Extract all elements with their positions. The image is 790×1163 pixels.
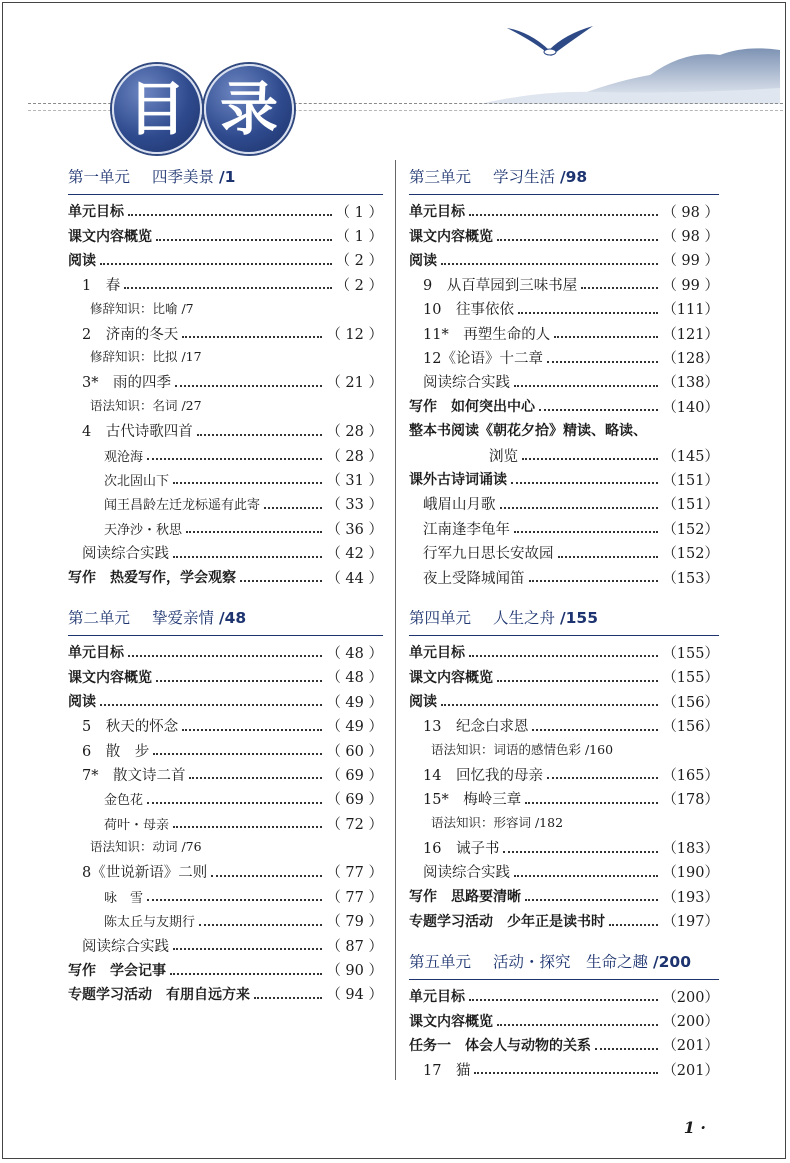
- toc-entry-page: （197）: [662, 914, 719, 931]
- leader-dots: [539, 409, 658, 411]
- unit-page: /1: [218, 168, 236, 186]
- toc-entry[interactable]: [409, 297, 719, 321]
- toc-entry-page: （178）: [662, 792, 719, 809]
- toc-entry-label: 10 往事依依: [423, 302, 514, 319]
- leader-dots: [147, 899, 322, 901]
- seagull-icon: [505, 22, 595, 62]
- toc-entry[interactable]: [68, 787, 383, 811]
- leader-dots: [156, 680, 322, 682]
- toc-entry[interactable]: [68, 665, 383, 689]
- toc-entry[interactable]: [409, 272, 719, 296]
- unit-heading[interactable]: [68, 166, 383, 195]
- leader-dots: [500, 507, 659, 509]
- leader-dots: [547, 777, 658, 779]
- toc-entry-label: 阅读: [68, 694, 96, 711]
- toc-entry[interactable]: [68, 467, 383, 491]
- knowledge-note: 修辞知识：比喻 /7: [90, 300, 194, 316]
- toc-entry-label: 6 散 步: [82, 743, 150, 760]
- toc-entry-page: （ 99 ）: [662, 277, 719, 294]
- toc-entry[interactable]: [409, 199, 719, 223]
- toc-entry[interactable]: [68, 884, 383, 908]
- leader-dots: [547, 361, 658, 363]
- toc-entry-label: 7* 散文诗二首: [82, 767, 186, 784]
- unit-number: 第五单元: [409, 952, 472, 971]
- toc-entry-page: （ 90 ）: [326, 963, 383, 980]
- toc-entry-label: 单元目标: [68, 204, 124, 221]
- leader-dots: [529, 580, 659, 582]
- toc-entry[interactable]: [68, 419, 383, 443]
- toc-entry-label: 课外古诗词诵读: [409, 472, 507, 489]
- toc-entry-page: （128）: [662, 351, 719, 368]
- toc-entry[interactable]: [68, 199, 383, 223]
- toc-entry-label: 金色花: [104, 793, 144, 809]
- title-char-2: 录: [204, 64, 294, 154]
- toc-entry[interactable]: [68, 565, 383, 589]
- toc-entry[interactable]: [409, 1008, 719, 1032]
- leader-dots: [211, 875, 322, 877]
- toc-entry-label: 任务一 体会人与动物的关系: [409, 1037, 591, 1054]
- toc-entry[interactable]: [68, 689, 383, 713]
- leader-dots: [525, 899, 658, 901]
- leader-dots: [147, 458, 322, 460]
- leader-dots: [595, 1048, 658, 1050]
- knowledge-note: 语法知识：词语的感情色彩 /160: [431, 741, 614, 757]
- toc-entry-page: （183）: [662, 841, 719, 858]
- toc-entry[interactable]: [409, 787, 719, 811]
- toc-entry[interactable]: [68, 443, 383, 467]
- leader-dots: [497, 680, 658, 682]
- toc-entry-page: （190）: [662, 865, 719, 882]
- leader-dots: [469, 655, 658, 657]
- toc-entry[interactable]: [68, 492, 383, 516]
- leader-dots: [100, 704, 322, 706]
- toc-entry-label: 阅读综合实践: [423, 375, 510, 392]
- toc-entry[interactable]: [68, 811, 383, 835]
- toc-right-column: [409, 166, 719, 1082]
- unit-number: 第三单元: [409, 168, 472, 186]
- leader-dots: [173, 826, 322, 828]
- toc-entry[interactable]: [68, 762, 383, 786]
- unit-page: /98: [559, 168, 588, 186]
- toc-entry-label: 12《论语》十二章: [423, 351, 543, 368]
- toc-entry-page: （156）: [662, 719, 719, 736]
- column-divider: [395, 160, 396, 1080]
- unit-number: 第二单元: [68, 609, 131, 628]
- toc-entry-label: 观沧海: [104, 449, 144, 465]
- unit-heading[interactable]: [409, 607, 719, 636]
- leader-dots: [147, 802, 322, 804]
- toc-entry[interactable]: [68, 982, 383, 1006]
- toc-entry-label: 9 从百草园到三味书屋: [423, 277, 578, 294]
- toc-entry-label: 阅读: [409, 252, 437, 269]
- toc-entry[interactable]: [409, 370, 719, 394]
- toc-entry[interactable]: [409, 492, 719, 516]
- leader-dots: [497, 1024, 658, 1026]
- toc-entry[interactable]: [409, 860, 719, 884]
- leader-dots: [240, 580, 322, 582]
- toc-entry[interactable]: [409, 248, 719, 272]
- toc-entry-page: （165）: [662, 767, 719, 784]
- toc-entry-page: （ 94 ）: [326, 987, 383, 1004]
- leader-dots: [558, 556, 659, 558]
- toc-entry-page: （151）: [662, 497, 719, 514]
- toc-entry-label: 课文内容概览: [409, 1013, 493, 1030]
- toc-entry[interactable]: [409, 884, 719, 908]
- toc-entry-label: 次北固山下: [104, 473, 170, 489]
- toc-entry-label: 咏 雪: [104, 890, 144, 906]
- toc-entry-page: （ 33 ）: [326, 497, 383, 514]
- unit-heading[interactable]: [409, 166, 719, 195]
- leader-dots: [469, 999, 658, 1001]
- toc-entry-page: （121）: [662, 326, 719, 343]
- toc-entry-page: （ 87 ）: [326, 938, 383, 955]
- toc-entry-page: （ 72 ）: [326, 816, 383, 833]
- toc-entry-label: 2 济南的冬天: [82, 326, 179, 343]
- toc-entry-page: （ 69 ）: [326, 767, 383, 784]
- unit-page: /48: [218, 609, 247, 628]
- toc-entry-page: （145）: [662, 448, 719, 465]
- toc-entry[interactable]: [409, 223, 719, 247]
- section-spacer: [409, 933, 719, 951]
- toc-entry-page: （193）: [662, 889, 719, 906]
- toc-entry-label: 8《世说新语》二则: [82, 865, 208, 882]
- toc-entry-page: （ 28 ）: [326, 448, 383, 465]
- toc-entry-label: 单元目标: [409, 204, 465, 221]
- leader-dots: [156, 239, 332, 241]
- unit-heading[interactable]: [68, 607, 383, 636]
- leader-dots: [264, 507, 322, 509]
- toc-entry[interactable]: [68, 248, 383, 272]
- toc-entry[interactable]: [68, 860, 383, 884]
- toc-entry-label: 阅读综合实践: [82, 938, 169, 955]
- knowledge-note: 修辞知识：比拟 /17: [90, 349, 202, 365]
- leader-dots: [581, 287, 658, 289]
- toc-entry-page: （ 49 ）: [326, 719, 383, 736]
- toc-entry-label: 陈太丘与友期行: [104, 915, 196, 931]
- toc-entry-page: （152）: [662, 521, 719, 538]
- toc-entry-label: 15* 梅岭三章: [423, 792, 522, 809]
- toc-entry[interactable]: [409, 1033, 719, 1057]
- toc-entry-label: 闻王昌龄左迁龙标遥有此寄: [104, 498, 261, 514]
- leader-dots: [153, 753, 322, 755]
- knowledge-note: 语法知识：动词 /76: [90, 839, 202, 855]
- unit-name: 四季美景: [152, 168, 215, 186]
- toc-entry-label: 阅读综合实践: [423, 865, 510, 882]
- toc-entry-page: （111）: [662, 302, 719, 319]
- toc-entry-label: 江南逢李龟年: [423, 521, 510, 538]
- unit-name: 人生之舟: [493, 609, 556, 628]
- toc-entry[interactable]: [409, 467, 719, 491]
- leader-dots: [441, 704, 658, 706]
- toc-entry[interactable]: [68, 540, 383, 564]
- leader-dots: [182, 336, 322, 338]
- toc-entry[interactable]: [68, 713, 383, 737]
- leader-dots: [469, 214, 658, 216]
- toc-entry-label: 行军九日思长安故园: [423, 546, 554, 563]
- leader-dots: [100, 263, 332, 265]
- toc-entry-page: （ 69 ）: [326, 792, 383, 809]
- leader-dots: [197, 434, 323, 436]
- toc-entry-page: （140）: [662, 399, 719, 416]
- toc-entry-page: （ 12 ）: [326, 326, 383, 343]
- toc-entry[interactable]: [409, 565, 719, 589]
- toc-left-column: [68, 166, 383, 1006]
- toc-entry-page: （155）: [662, 645, 719, 662]
- toc-entry-label: 写作 学会记事: [68, 962, 166, 979]
- toc-entry-page: （ 2 ）: [335, 253, 383, 270]
- toc-entry-page: （ 48 ）: [326, 670, 383, 687]
- toc-entry[interactable]: [68, 321, 383, 345]
- toc-entry[interactable]: [409, 665, 719, 689]
- title-char-1: 目: [112, 64, 202, 154]
- toc-entry-label: 17 猫: [423, 1062, 471, 1079]
- toc-entry[interactable]: [68, 909, 383, 933]
- toc-entry-label: 峨眉山月歌: [423, 497, 496, 514]
- toc-entry-label: 4 古代诗歌四首: [82, 424, 193, 441]
- unit-name: 活动・探究 生命之趣: [493, 952, 649, 971]
- toc-entry-label: 3* 雨的四季: [82, 375, 171, 392]
- toc-entry-page: （ 28 ）: [326, 424, 383, 441]
- leader-dots: [124, 287, 331, 289]
- toc-entry-label: 单元目标: [409, 645, 465, 662]
- toc-entry[interactable]: [409, 909, 719, 933]
- toc-entry-page: （200）: [662, 1014, 719, 1031]
- toc-entry[interactable]: [409, 984, 719, 1008]
- toc-entry-label: 课文内容概览: [68, 669, 152, 686]
- toc-entry[interactable]: [409, 835, 719, 859]
- unit-name: 学习生活: [493, 168, 556, 186]
- leader-dots: [182, 729, 322, 731]
- leader-dots: [173, 482, 322, 484]
- leader-dots: [199, 924, 322, 926]
- toc-entry[interactable]: [409, 540, 719, 564]
- leader-dots: [170, 973, 322, 975]
- toc-entry-page: （ 77 ）: [326, 865, 383, 882]
- toc-entry[interactable]: [409, 443, 719, 467]
- toc-entry-page: （151）: [662, 472, 719, 489]
- toc-entry[interactable]: [68, 933, 383, 957]
- leader-dots: [514, 531, 658, 533]
- toc-entry-page: （ 1 ）: [335, 229, 383, 246]
- toc-entry-label: 专题学习活动 少年正是读书时: [409, 913, 605, 930]
- toc-entry-label: 阅读综合实践: [82, 546, 169, 563]
- toc-entry-page: （ 42 ）: [326, 546, 383, 563]
- unit-number: 第四单元: [409, 609, 472, 628]
- toc-entry[interactable]: [409, 394, 719, 418]
- toc-entry-page: （ 31 ）: [326, 472, 383, 489]
- toc-entry-page: （ 49 ）: [326, 694, 383, 711]
- toc-entry-label: 课文内容概览: [409, 228, 493, 245]
- toc-entry[interactable]: [68, 516, 383, 540]
- leader-dots: [441, 263, 658, 265]
- unit-page: /200: [652, 952, 691, 971]
- toc-entry[interactable]: [409, 516, 719, 540]
- toc-entry-label: 课文内容概览: [68, 228, 152, 245]
- unit-page: /155: [559, 609, 598, 628]
- toc-entry-page: （ 98 ）: [662, 204, 719, 221]
- toc-entry-label: 13 纪念白求恩: [423, 719, 529, 736]
- toc-entry[interactable]: [409, 762, 719, 786]
- toc-entry[interactable]: [68, 370, 383, 394]
- toc-entry-page: （ 44 ）: [326, 570, 383, 587]
- leader-dots: [175, 385, 322, 387]
- toc-entry[interactable]: [409, 345, 719, 369]
- toc-entry[interactable]: [68, 272, 383, 296]
- leader-dots: [514, 875, 658, 877]
- leader-dots: [474, 1072, 658, 1074]
- leader-dots: [554, 336, 658, 338]
- leader-dots: [503, 851, 658, 853]
- toc-entry-label: 阅读: [68, 252, 96, 269]
- unit-heading[interactable]: [409, 951, 719, 980]
- page-number: 1 ·: [683, 1118, 706, 1137]
- toc-entry-label: 16 诫子书: [423, 841, 500, 858]
- toc-entry[interactable]: [68, 957, 383, 981]
- toc-entry[interactable]: [409, 640, 719, 664]
- toc-entry-page: （ 21 ）: [326, 375, 383, 392]
- toc-entry-page: （201）: [662, 1038, 719, 1055]
- leader-dots: [497, 239, 658, 241]
- knowledge-note: 语法知识：名词 /27: [90, 398, 202, 414]
- toc-entry-page: （ 48 ）: [326, 645, 383, 662]
- toc-entry-label: 浏览: [489, 448, 518, 465]
- toc-entry-page: （ 98 ）: [662, 229, 719, 246]
- toc-entry-label: 夜上受降城闻笛: [423, 570, 525, 587]
- leader-dots: [173, 556, 322, 558]
- toc-entry-page: （152）: [662, 546, 719, 563]
- leader-dots: [189, 777, 322, 779]
- toc-entry-page: （153）: [662, 570, 719, 587]
- toc-entry-label: 阅读: [409, 694, 437, 711]
- toc-entry-label: 1 春: [82, 277, 121, 294]
- toc-entry[interactable]: [409, 1057, 719, 1081]
- toc-entry-label: 单元目标: [409, 989, 465, 1006]
- leader-dots: [128, 655, 322, 657]
- leader-dots: [186, 531, 322, 533]
- leader-dots: [522, 458, 658, 460]
- toc-entry[interactable]: [409, 689, 719, 713]
- leader-dots: [525, 802, 658, 804]
- toc-entry[interactable]: [409, 713, 719, 737]
- leader-dots: [128, 214, 332, 216]
- toc-entry-label: 写作 如何突出中心: [409, 399, 535, 416]
- page-title: [112, 64, 292, 160]
- leader-dots: [254, 997, 322, 999]
- leader-dots: [532, 729, 658, 731]
- toc-entry-label: 课文内容概览: [409, 669, 493, 686]
- toc-entry-page: （ 60 ）: [326, 743, 383, 760]
- toc-entry-label: 整本书阅读《朝花夕拾》精读、略读、: [409, 422, 647, 439]
- toc-entry-label: 天净沙・秋思: [104, 522, 183, 538]
- toc-entry[interactable]: [409, 321, 719, 345]
- toc-entry-page: （ 99 ）: [662, 253, 719, 270]
- toc-entry-label: 单元目标: [68, 645, 124, 662]
- toc-entry-page: （ 36 ）: [326, 521, 383, 538]
- toc-entry-label: 14 回忆我的母亲: [423, 767, 543, 784]
- leader-dots: [511, 482, 658, 484]
- toc-entry-page: （200）: [662, 989, 719, 1006]
- toc-entry[interactable]: [68, 640, 383, 664]
- toc-entry-page: （ 2 ）: [335, 277, 383, 294]
- toc-entry-page: （201）: [662, 1062, 719, 1079]
- leader-dots: [173, 948, 322, 950]
- unit-name: 挚爱亲情: [152, 609, 215, 628]
- section-spacer: [68, 589, 383, 607]
- knowledge-note: 语法知识：形容词 /182: [431, 814, 564, 830]
- toc-entry-label: 写作 思路要清晰: [409, 889, 521, 906]
- leader-dots: [609, 924, 658, 926]
- toc-entry-label: 专题学习活动 有朋自远方来: [68, 986, 250, 1003]
- toc-entry-label: 写作 热爱写作，学会观察: [68, 570, 236, 587]
- toc-entry-label: 11* 再塑生命的人: [423, 326, 551, 343]
- toc-entry-page: （ 1 ）: [335, 204, 383, 221]
- leader-dots: [514, 385, 658, 387]
- toc-entry-page: （ 79 ）: [326, 914, 383, 931]
- toc-entry-page: （ 77 ）: [326, 889, 383, 906]
- toc-entry-page: （138）: [662, 375, 719, 392]
- leader-dots: [518, 312, 658, 314]
- unit-number: 第一单元: [68, 168, 131, 186]
- toc-entry-label: 5 秋天的怀念: [82, 719, 179, 736]
- toc-entry-label: 荷叶・母亲: [104, 817, 170, 833]
- toc-entry[interactable]: [68, 738, 383, 762]
- toc-entry-page: （156）: [662, 694, 719, 711]
- toc-entry-page: （155）: [662, 670, 719, 687]
- toc-entry[interactable]: [68, 223, 383, 247]
- section-spacer: [409, 589, 719, 607]
